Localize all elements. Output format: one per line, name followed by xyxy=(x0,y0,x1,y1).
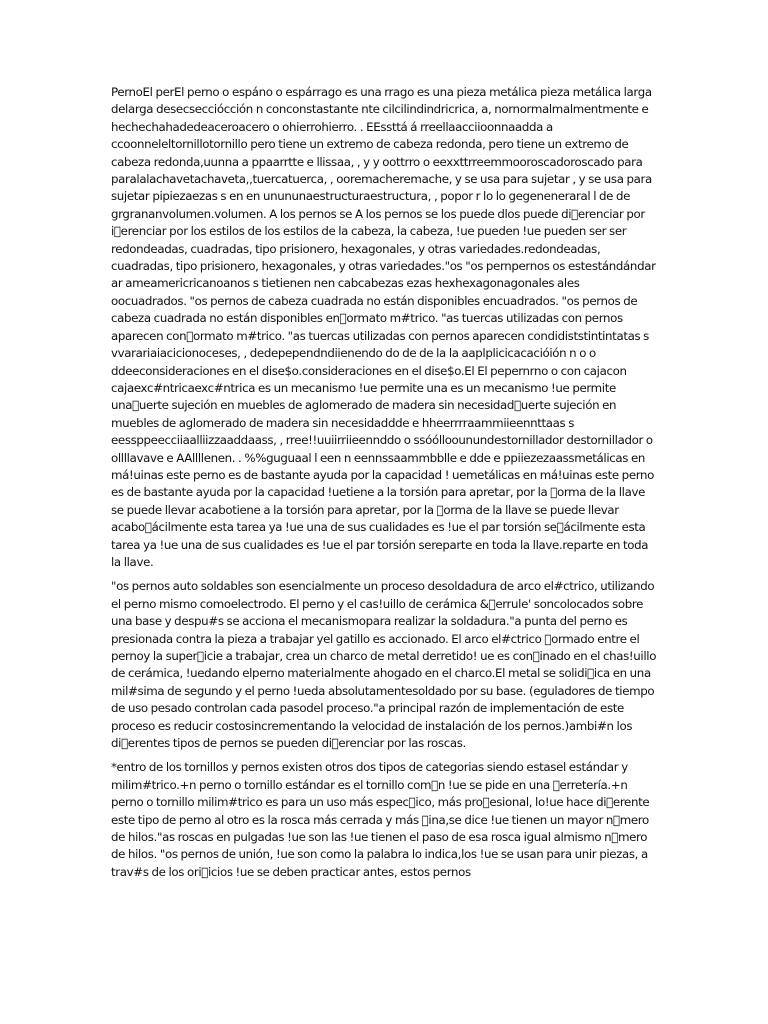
paragraph-welded-studs: "os pernos auto soldables son esencialmente un proceso desoldadura de arco el#ctrico, utilizando el perno mismo comoelectrodo. El perno y el cas!uillo de cerámica & errule' soncolocados sobre una base y despu#s se acciona el mecanismopara realizar la soldadura."a punta del perno es presionada contra la pieza a trabajar yel gatillo es accionado. El arco el#ctrico  ormado entre el pernoy la super icie a trabajar, crea un charco de metal derretido! ue es con inado en el chas!uillo de cerámica, !uedando elperno materialmente ahogado en el charco.El metal se solidi ica en una mil#sima de segundo y el perno !ueda absolutamentesoldado por su base. (eguladores de tiempo de uso pesado controlan cada pasodel proceso."a principal razón de implementación de este proceso es reducir costosincrementando la velocidad de instalación de los pernos.)ambi#n los di erentes tipos de pernos se pueden di erenciar por las roscas. xyxy=(111,579,657,751)
paragraph-bolt-definition: PernoEl perEl perno o espáno o espárrago es una rrago es una pieza metálica pieza metálica larga delarga desecsecciócción n conconstastante nte cilcilindindricrica, a, nornormalmalmentmente e hechechahadedeaceroacero o ohierrohierro. . EEssttá á rreellaacciioonnaadda a ccoonneleltornillotornillo pero tiene un extremo de cabeza redonda, pero tiene un extremo de cabeza redonda,uunna a ppaarrtte e llissaa, , y y oottrro o eexxttrreemmooroscadoroscado para paralalachavetachaveta,,tuercatuerca, , ooremacheremache, y se usa para sujetar , y se usa para sujetar pipiezaezas s en en unununaestructuraestructura, , popor r lo lo gegeneneraral l de de grgrananvolumen.volumen. A los pernos se A los pernos se los puede dlos puede di erenciar por i erenciar por los estilos de los estilos de la cabeza, la cabeza, !ue pueden !ue pueden ser ser redondeadas, cuadradas, tipo prisionero, hexagonales, y otras variedades.redondeadas, cuadradas, tipo prisionero, hexagonales, y otras variedades."os "os pernpernos os estestándándar ar ameamericricanoanos s tietienen nen cabcabezas ezas hexhexagonagonales ales oocuadrados. "os pernos de cabeza cuadrada no están disponibles encuadrados. "os pernos de cabeza cuadrada no están disponibles en ormato m#trico. "as tuercas utilizadas con pernos aparecen con ormato m#trico. "as tuercas utilizadas con pernos aparecen condidiststintintatas s vvarariaiacicionoceses, , dedepependndiienendo do de de la la aaplplicicacacióión n o o ddeeconsideraciones en el dise$o.consideraciones en el dise$o.El El pepernrno o con cajacon cajaexc#ntricaexc#ntrica es un mecanismo !ue permite una es un mecanismo !ue permite una uerte sujeción en muebles de aglomerado de madera sin necesidad uerte sujeción en muebles de aglomerado de madera sin necesidaddde e hheerrrraammiieennttaas s eessppeecciiaalliizzaaddaass, , rree!!uuiirriieennddo o ssóólloounundestornillador destornillador o ollllavave e AAllllenen. . %%guguaal l een n eennssaammbblle e dde e ppiiezezaassmetálicas en má!uinas este perno es de bastante ayuda por la capacidad ! uemetálicas en má!uinas este perno es de bastante ayuda por la capacidad !uetiene a la torsión para apretar, por la  orma de la llave se puede llevar acabotiene a la torsión para apretar, por la  orma de la llave se puede llevar acabo ácilmente esta tarea ya !ue una de sus cualidades es !ue el par torsión se ácilmente esta tarea ya !ue una de sus cualidades es !ue el par torsión sereparte en toda la llave.reparte en toda la llave. xyxy=(111,85,656,569)
document-page xyxy=(111,84,658,888)
paragraph-thread-types: *entro de los tornillos y pernos existen otros dos tipos de categorias siendo estasel estándar y milim#trico.+n perno o tornillo estándar es el tornillo com n !ue se pide en una  erretería.+n perno o tornillo milim#trico es para un uso más espec ico, más pro esional, lo!ue hace di erente este tipo de perno al otro es la rosca más cerrada y más  ina,se dice !ue tienen un mayor n mero de hilos."as roscas en pulgadas !ue son las !ue tienen el paso de esa rosca igual almismo n mero de hilos. "os pernos de unión, !ue son como la palabra lo indica,los !ue se usan para unir piezas, a trav#s de los ori icios !ue se deben practicar antes, estos pernos xyxy=(111,760,650,879)
